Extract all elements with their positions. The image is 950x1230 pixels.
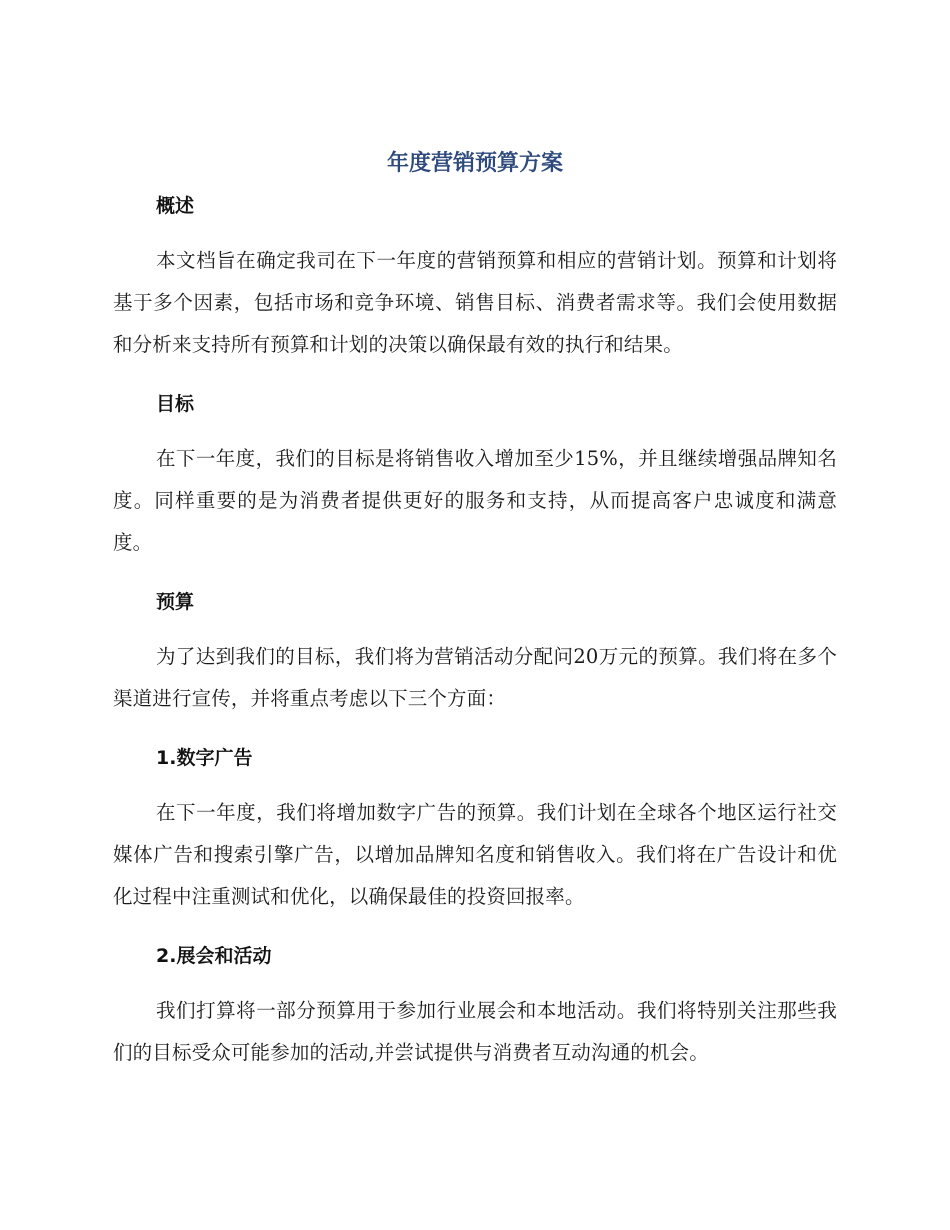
section-heading-events: 2.展会和活动 <box>156 945 272 967</box>
paragraph-overview: 本文档旨在确定我司在下一年度的营销预算和相应的营销计划。预算和计划将基于多个因素，包括市场和竞争环境、销售目标、消费者需求等。我们会使用数据和分析来支持所有预算和计划的决策以确保最有效的执行和结果。 <box>113 249 837 356</box>
document-body <box>113 187 837 1074</box>
paragraph-events: 我们打算将一部分预算用于参加行业展会和本地活动。我们将特别关注那些我们的目标受众可能参加的活动,并尝试提供与消费者互动沟通的机会。 <box>113 999 837 1064</box>
paragraph-budget: 为了达到我们的目标，我们将为营销活动分配问20万元的预算。我们将在多个渠道进行宣传，并将重点考虑以下三个方面： <box>113 645 837 710</box>
paragraph-goal: 在下一年度，我们的目标是将销售收入增加至少15%，并且继续增强品牌知名度。同样重要的是为消费者提供更好的服务和支持，从而提高客户忠诚度和满意度。 <box>113 447 837 554</box>
section-heading-overview: 概述 <box>156 195 195 217</box>
section-heading-budget: 预算 <box>156 591 195 613</box>
document-title: 年度营销预算方案 <box>386 151 563 176</box>
paragraph-digital-ads: 在下一年度，我们将增加数字广告的预算。我们计划在全球各个地区运行社交媒体广告和搜索引擎广告，以增加品牌知名度和销售收入。我们将在广告设计和优化过程中注重测试和优化，以确保最佳的投资回报率。 <box>113 801 837 908</box>
section-heading-digital-ads: 1.数字广告 <box>156 747 253 769</box>
section-heading-goal: 目标 <box>156 393 195 415</box>
